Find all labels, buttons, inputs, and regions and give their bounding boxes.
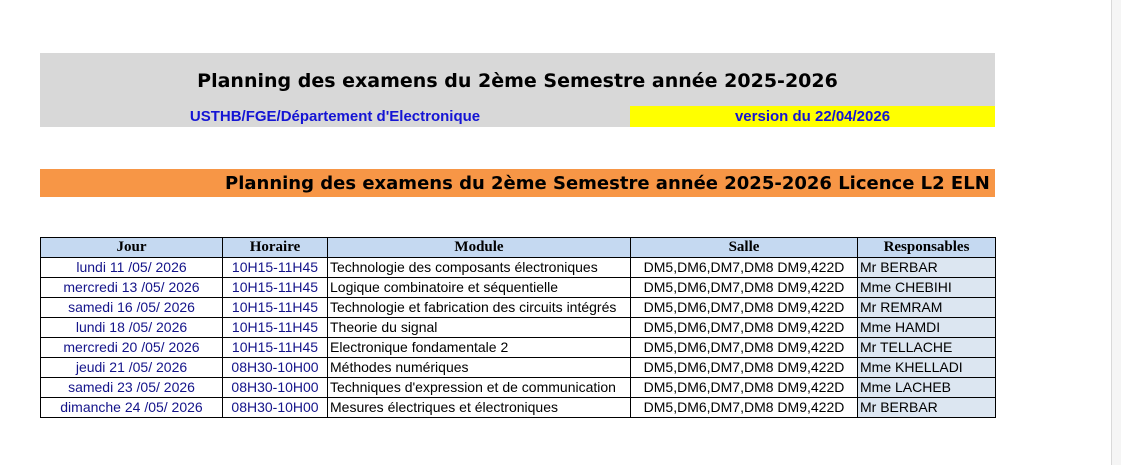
cell-horaire: 10H15-11H45	[223, 258, 328, 278]
table-row	[41, 318, 996, 338]
cell-module: Technologie des composants électroniques	[328, 258, 631, 278]
table-row	[41, 278, 996, 298]
cell-horaire: 10H15-11H45	[223, 318, 328, 338]
cell-horaire: 10H15-11H45	[223, 338, 328, 358]
page-title: Planning des examens du 2ème Semestre année 2025-2026	[197, 69, 838, 92]
cell-horaire: 08H30-10H00	[223, 358, 328, 378]
column-header-horaire: Horaire	[223, 238, 328, 258]
cell-salle: DM5,DM6,DM7,DM8 DM9,422D	[631, 358, 858, 378]
cell-horaire: 08H30-10H00	[223, 398, 328, 418]
cell-jour: lundi 18 /05/ 2026	[41, 318, 223, 338]
cell-responsable: Mr BERBAR	[858, 398, 996, 418]
cell-module: Technologie et fabrication des circuits intégrés	[328, 298, 631, 318]
cell-module: Electronique fondamentale 2	[328, 338, 631, 358]
cell-salle: DM5,DM6,DM7,DM8 DM9,422D	[631, 278, 858, 298]
cell-horaire: 10H15-11H45	[223, 298, 328, 318]
cell-module: Logique combinatoire et séquentielle	[328, 278, 631, 298]
table-row	[41, 338, 996, 358]
cell-jour: samedi 23 /05/ 2026	[41, 378, 223, 398]
cell-jour: samedi 16 /05/ 2026	[41, 298, 223, 318]
cell-module: Theorie du signal	[328, 318, 631, 338]
cell-responsable: Mme CHEBIHI	[858, 278, 996, 298]
column-header-responsables: Responsables	[858, 238, 996, 258]
page-edge	[1111, 0, 1121, 465]
department-label: USTHB/FGE/Département d'Electronique	[189, 108, 481, 125]
cell-responsable: Mme LACHEB	[858, 378, 996, 398]
cell-jour: dimanche 24 /05/ 2026	[41, 398, 223, 418]
cell-salle: DM5,DM6,DM7,DM8 DM9,422D	[631, 378, 858, 398]
cell-responsable: Mme HAMDI	[858, 318, 996, 338]
table-row	[41, 398, 996, 418]
cell-salle: DM5,DM6,DM7,DM8 DM9,422D	[631, 338, 858, 358]
table-row	[41, 298, 996, 318]
cell-horaire: 10H15-11H45	[223, 278, 328, 298]
table-row	[41, 358, 996, 378]
cell-salle: DM5,DM6,DM7,DM8 DM9,422D	[631, 298, 858, 318]
section-title: Planning des examens du 2ème Semestre année 2025-2026 Licence L2 ELN	[225, 172, 990, 194]
cell-responsable: Mme KHELLADI	[858, 358, 996, 378]
cell-horaire: 08H30-10H00	[223, 378, 328, 398]
cell-responsable: Mr TELLACHE	[858, 338, 996, 358]
cell-salle: DM5,DM6,DM7,DM8 DM9,422D	[631, 258, 858, 278]
cell-jour: lundi 11 /05/ 2026	[41, 258, 223, 278]
cell-module: Techniques d'expression et de communication	[328, 378, 631, 398]
cell-jour: mercredi 13 /05/ 2026	[41, 278, 223, 298]
column-header-jour: Jour	[41, 238, 223, 258]
cell-jour: mercredi 20 /05/ 2026	[41, 338, 223, 358]
cell-responsable: Mr BERBAR	[858, 258, 996, 278]
table-row	[41, 258, 996, 278]
column-header-module: Module	[328, 238, 631, 258]
cell-module: Méthodes numériques	[328, 358, 631, 378]
version-label: version du 22/04/2026	[630, 106, 995, 127]
cell-jour: jeudi 21 /05/ 2026	[41, 358, 223, 378]
column-header-salle: Salle	[631, 238, 858, 258]
cell-module: Mesures électriques et électroniques	[328, 398, 631, 418]
table-header-row	[41, 238, 996, 258]
cell-salle: DM5,DM6,DM7,DM8 DM9,422D	[631, 398, 858, 418]
exam-schedule-table	[40, 237, 996, 418]
cell-responsable: Mr REMRAM	[858, 298, 996, 318]
table-row	[41, 378, 996, 398]
cell-salle: DM5,DM6,DM7,DM8 DM9,422D	[631, 318, 858, 338]
